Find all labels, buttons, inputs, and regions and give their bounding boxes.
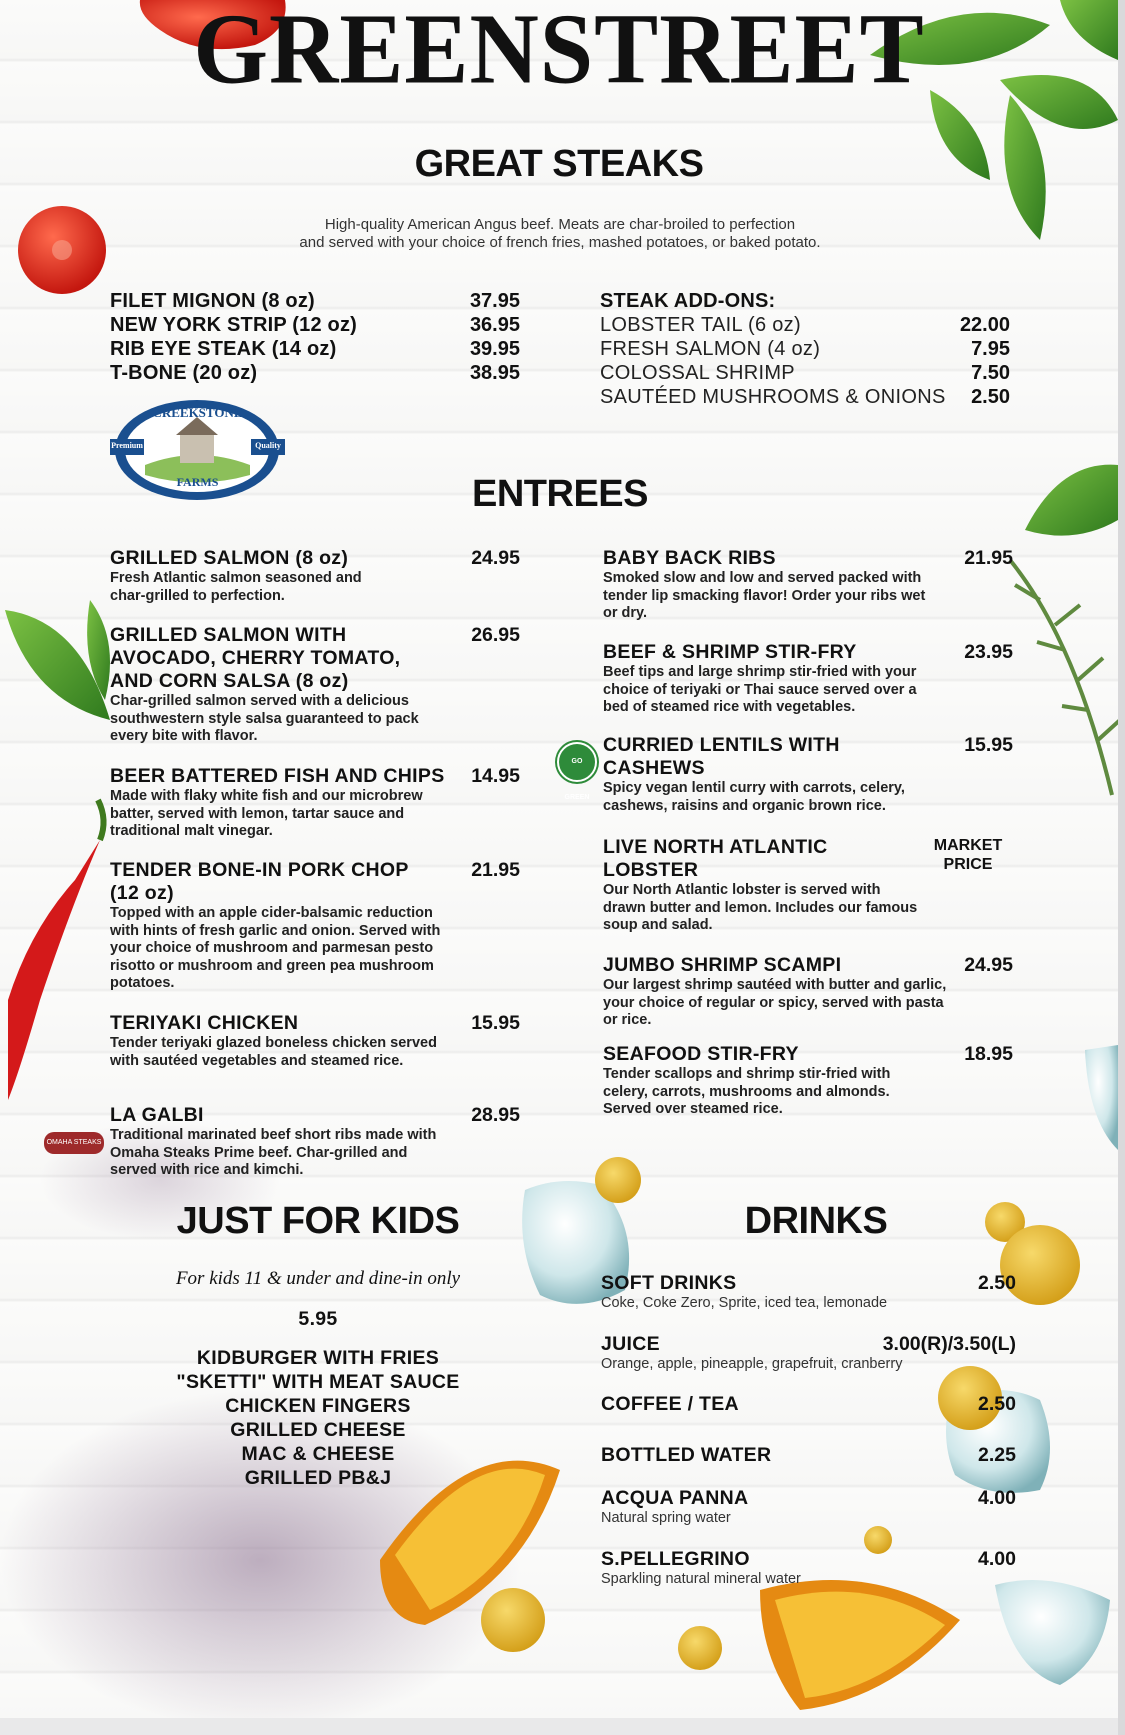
entree-name: LIVE NORTH ATLANTIC LOBSTER xyxy=(603,836,828,881)
entree-name: BEEF & SHRIMP STIR-FRY xyxy=(603,641,857,663)
drink-name: ACQUA PANNA xyxy=(601,1487,749,1509)
drink-desc: Coke, Coke Zero, Sprite, iced tea, lemonade xyxy=(601,1295,888,1311)
kids-price: 5.95 xyxy=(298,1308,338,1330)
steak-name: RIB EYE STEAK (14 oz) xyxy=(110,338,337,360)
logo-bottom-text: FARMS xyxy=(176,475,219,489)
entree-name: LA GALBI xyxy=(110,1104,204,1126)
leaf-icon xyxy=(1025,465,1118,536)
addon-item xyxy=(600,337,1010,361)
entree-price: 24.95 xyxy=(964,954,1013,976)
entree-desc: Smoked slow and low and served packed with tender lip smacking flavor! Order your ribs wet or dry. xyxy=(603,570,926,621)
drinks-heading: DRINKS xyxy=(744,1200,888,1242)
kids-item: KIDBURGER WITH FRIES xyxy=(196,1347,440,1369)
kids-note: For kids 11 & under and dine-in only xyxy=(175,1268,461,1289)
kids-item: MAC & CHEESE xyxy=(241,1443,395,1465)
entree-item xyxy=(110,547,520,605)
drink-name: COFFEE / TEA xyxy=(601,1393,739,1415)
drink-item xyxy=(601,1548,1016,1588)
entree-price: 18.95 xyxy=(964,1043,1013,1065)
drink-price: 2.50 xyxy=(978,1272,1016,1294)
kids-heading: JUST FOR KIDS xyxy=(176,1200,460,1242)
steak-price: 39.95 xyxy=(469,338,520,360)
steak-price: 38.95 xyxy=(469,362,520,384)
entree-price: 15.95 xyxy=(964,734,1013,756)
entree-item xyxy=(110,1012,520,1070)
steak-price: 37.95 xyxy=(469,290,520,312)
kids-item: "SKETTI" WITH MEAT SAUCE xyxy=(176,1371,460,1393)
steak-item xyxy=(110,361,520,385)
entree-desc: Our North Atlantic lobster is served with drawn butter and lemon. Includes our famous soup and salad. xyxy=(603,882,918,933)
entree-item xyxy=(603,641,1013,717)
entree-name: JUMBO SHRIMP SCAMPI xyxy=(603,954,842,976)
chili-pepper-icon xyxy=(8,800,104,1100)
entree-price: 14.95 xyxy=(471,765,520,787)
addon-name: FRESH SALMON (4 oz) xyxy=(600,338,821,360)
drink-desc: Natural spring water xyxy=(601,1510,731,1526)
steaks-heading: GREAT STEAKS xyxy=(414,143,704,185)
entree-item xyxy=(603,734,1013,815)
entree-price: 15.95 xyxy=(471,1012,520,1034)
entree-item xyxy=(603,836,1013,935)
steak-addons xyxy=(600,289,1010,409)
entree-desc: Tender teriyaki glazed boneless chicken served with sautéed vegetables and steamed rice. xyxy=(110,1035,437,1069)
addon-price: 7.95 xyxy=(971,338,1010,360)
steak-item xyxy=(110,313,520,337)
drink-name: S.PELLEGRINO xyxy=(601,1548,750,1570)
entree-item xyxy=(603,547,1013,623)
entree-desc: Fresh Atlantic salmon seasoned and char-grilled to perfection. xyxy=(110,570,362,604)
logo-left-text: Premium xyxy=(111,441,143,450)
steaks-intro xyxy=(200,216,920,252)
drink-price: 2.50 xyxy=(978,1393,1016,1415)
addon-price: 2.50 xyxy=(971,386,1010,408)
entree-price: 24.95 xyxy=(471,547,520,569)
drink-name: JUICE xyxy=(601,1333,660,1355)
entree-name: SEAFOOD STIR-FRY xyxy=(603,1043,799,1065)
steak-name: NEW YORK STRIP (12 oz) xyxy=(110,314,358,336)
entree-desc: Char-grilled salmon served with a delicious southwestern style salsa guaranteed to pack every bite with flavor. xyxy=(110,693,419,744)
drink-item xyxy=(601,1272,1016,1312)
entree-item xyxy=(603,954,1013,1030)
entree-desc: Beef tips and large shrimp stir-fried with your choice of teriyaki or Thai sauce served over a bed of steamed rice with vegetables. xyxy=(603,664,917,715)
drink-name: SOFT DRINKS xyxy=(601,1272,737,1294)
entree-item xyxy=(603,1043,1013,1119)
addons-heading: STEAK ADD-ONS: xyxy=(600,290,776,312)
entree-desc: Made with flaky white fish and our microbrew batter, served with lemon, tartar sauce and traditional malt vinegar. xyxy=(110,788,423,839)
drink-price: 3.00(R)/3.50(L) xyxy=(882,1333,1016,1355)
entree-desc: Spicy vegan lentil curry with carrots, celery, cashews, raisins and organic brown rice. xyxy=(603,780,905,814)
kids-list xyxy=(118,1346,518,1490)
entree-price: 26.95 xyxy=(471,624,520,646)
entree-desc: Topped with an apple cider-balsamic reduction with hints of fresh garlic and onion. Served with your choice of mushroom and parmesan pesto risotto or mushroom and green pea mushroom potatoes. xyxy=(110,905,441,991)
creekstone-farms-logo xyxy=(110,395,285,505)
entree-price: MARKET PRICE xyxy=(933,837,1003,873)
logo-right-text: Quality xyxy=(255,441,281,450)
entree-name: BEER BATTERED FISH AND CHIPS xyxy=(110,765,445,787)
entree-desc: Traditional marinated beef short ribs made with Omaha Steaks Prime beef. Char-grilled and served with rice and kimchi. xyxy=(110,1127,437,1178)
entree-price: 28.95 xyxy=(471,1104,520,1126)
kids-item: GRILLED CHEESE xyxy=(230,1419,406,1441)
steaks-intro-line2: and served with your choice of french fries, mashed potatoes, or baked potato. xyxy=(299,234,821,251)
drink-price: 4.00 xyxy=(978,1487,1016,1509)
entree-price: 21.95 xyxy=(964,547,1013,569)
drink-item xyxy=(601,1444,1016,1467)
kids-item: GRILLED PB&J xyxy=(244,1467,392,1489)
addon-name: SAUTÉED MUSHROOMS & ONIONS xyxy=(600,386,946,408)
drink-item xyxy=(601,1333,1016,1373)
entree-item xyxy=(110,624,520,746)
addon-name: COLOSSAL SHRIMP xyxy=(600,362,795,384)
addon-item xyxy=(600,361,1010,385)
addon-item xyxy=(600,385,1010,409)
steak-name: T-BONE (20 oz) xyxy=(110,362,258,384)
entree-name: GRILLED SALMON (8 oz) xyxy=(110,547,349,569)
restaurant-title: GREENSTREET xyxy=(193,0,925,105)
steak-item xyxy=(110,289,520,313)
entree-name: CURRIED LENTILS WITH CASHEWS xyxy=(603,734,840,779)
entree-name: BABY BACK RIBS xyxy=(603,547,776,569)
drink-item xyxy=(601,1487,1016,1527)
go-green-badge: GO GREEN xyxy=(557,742,597,782)
drink-desc: Orange, apple, pineapple, grapefruit, cranberry xyxy=(601,1356,903,1372)
entree-name: TERIYAKI CHICKEN xyxy=(110,1012,299,1034)
steak-item xyxy=(110,337,520,361)
entree-desc: Our largest shrimp sautéed with butter and garlic, your choice of regular or spicy, served with pasta or rice. xyxy=(603,977,947,1028)
entree-item xyxy=(110,765,520,841)
drink-price: 4.00 xyxy=(978,1548,1016,1570)
logo-top-text: CREEKSTONE xyxy=(152,405,243,420)
steak-name: FILET MIGNON (8 oz) xyxy=(110,290,315,312)
addon-item xyxy=(600,313,1010,337)
kids-item: CHICKEN FINGERS xyxy=(225,1395,411,1417)
entrees-heading: ENTREES xyxy=(472,473,648,515)
drink-price: 2.25 xyxy=(978,1444,1016,1466)
entree-price: 21.95 xyxy=(471,859,520,881)
entree-price: 23.95 xyxy=(964,641,1013,663)
rosemary-icon xyxy=(1010,560,1118,795)
steak-list xyxy=(110,289,520,385)
drink-name: BOTTLED WATER xyxy=(601,1444,772,1466)
addon-price: 22.00 xyxy=(959,314,1010,336)
addon-name: LOBSTER TAIL (6 oz) xyxy=(600,314,801,336)
omaha-steaks-badge: OMAHA STEAKS xyxy=(44,1132,104,1154)
steak-price: 36.95 xyxy=(469,314,520,336)
entree-name: GRILLED SALMON WITH AVOCADO, CHERRY TOMATO, AND CORN SALSA (8 oz) xyxy=(110,624,401,692)
drink-item xyxy=(601,1393,1016,1416)
basil-left-icon xyxy=(5,600,110,720)
entree-desc: Tender scallops and shrimp stir-fried with celery, carrots, mushrooms and almonds. Served over steamed rice. xyxy=(603,1066,891,1117)
entree-item xyxy=(110,1104,520,1180)
addon-price: 7.50 xyxy=(971,362,1010,384)
entree-item xyxy=(110,859,520,993)
page-edge xyxy=(1118,0,1125,1735)
cherry-tomato-icon xyxy=(18,206,106,294)
entree-name: TENDER BONE-IN PORK CHOP (12 oz) xyxy=(110,859,409,904)
steaks-intro-line1: High-quality American Angus beef. Meats are char-broiled to perfection xyxy=(324,216,796,233)
drink-desc: Sparkling natural mineral water xyxy=(601,1571,801,1587)
